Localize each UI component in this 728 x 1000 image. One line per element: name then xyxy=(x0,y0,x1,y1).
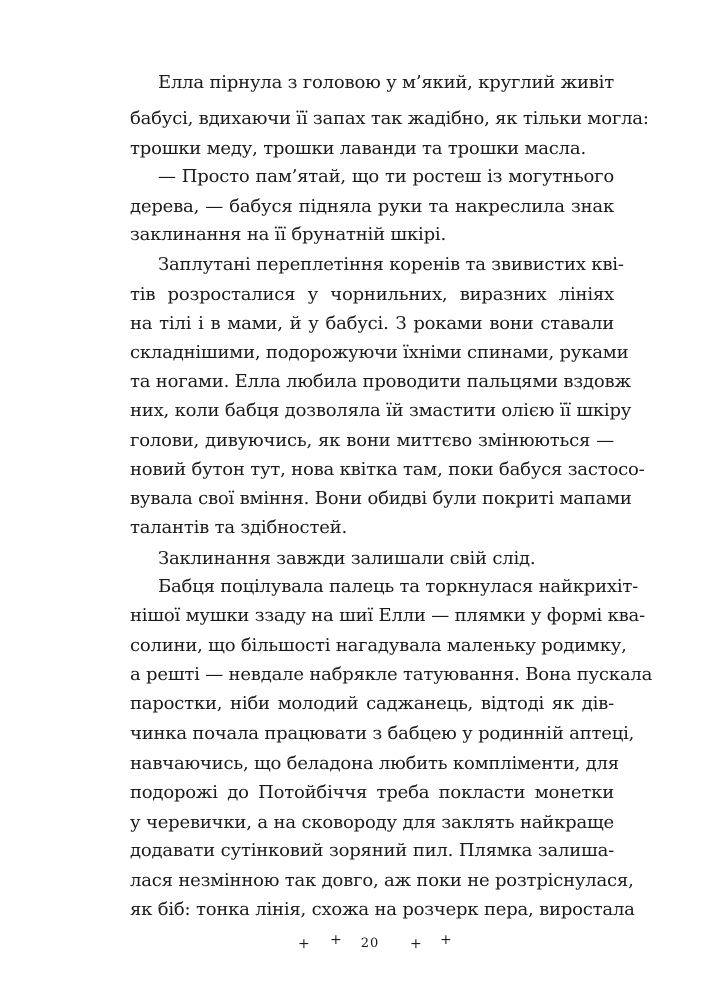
star-ornament-icon: + xyxy=(410,936,422,952)
text-line: навчаючись, що беладона любить компліменти, для xyxy=(130,753,619,774)
text-line: вувала свої вміння. Вони обидві були покриті мапами xyxy=(130,488,632,509)
text-line: них, коли бабця дозволяла їй змастити олією її шкіру xyxy=(130,400,632,421)
star-ornament-icon: + xyxy=(298,936,310,952)
star-ornament-icon: + xyxy=(330,932,342,948)
star-ornament-icon: + xyxy=(440,932,452,948)
text-line: — Просто пам’ятай, що ти ростеш із могутнього xyxy=(158,166,614,187)
text-line: трошки меду, трошки лаванди та трошки масла. xyxy=(130,138,586,159)
text-line: Заклинання завжди залишали свій слід. xyxy=(158,548,536,569)
text-line: а решті — невдале набрякле татуювання. Вона пускала xyxy=(130,664,653,685)
text-line: додавати сутінковий зоряний пил. Плямка залиша- xyxy=(130,840,614,861)
text-line: тів розросталися у чорнильних, виразних лініях xyxy=(130,284,614,305)
text-line: на тілі і в мами, й у бабусі. З роками вони ставали xyxy=(130,313,614,334)
text-line: талантів та здібностей. xyxy=(130,517,347,538)
text-line: солини, що більшості нагадувала маленьку родимку, xyxy=(130,635,627,656)
text-line: дерева, — бабуся підняла руки та накреслила знак xyxy=(130,196,614,217)
text-line: заклинання на її брунатній шкірі. xyxy=(130,224,446,245)
text-line: Заплутані переплетіння коренів та звивистих кві- xyxy=(158,254,624,275)
text-line: у черевички, а на сковороду для заклять найкраще xyxy=(130,812,614,833)
text-line: чинка почала працювати з бабцею у родинній аптеці, xyxy=(130,723,635,744)
text-line: нішої мушки ззаду на шиї Елли — плямки у формі ква- xyxy=(130,605,645,626)
text-line: бабусі, вдихаючи її запах так жадібно, як тільки могла: xyxy=(130,108,649,129)
text-line: подорожі до Потойбіччя треба покласти монетки xyxy=(130,782,614,803)
text-line: складнішими, подорожуючи їхніми спинами, руками xyxy=(130,342,629,363)
page-footer xyxy=(0,934,728,954)
text-line: лася незмінною так довго, аж поки не розтріснулася, xyxy=(130,870,634,891)
text-line: Елла пірнула з головою у м’який, круглий живіт xyxy=(158,72,614,93)
text-line: голови, дивуючись, як вони миттєво змінюються — xyxy=(130,430,614,451)
text-line: новий бутон тут, нова квітка там, поки бабуся застосо- xyxy=(130,459,645,480)
page-number: 20 xyxy=(360,936,380,951)
text-line: як біб: тонка лінія, схожа на розчерк пера, виростала xyxy=(130,899,635,920)
text-line: паростки, ніби молодий саджанець, відтоді як дів- xyxy=(130,693,614,714)
text-line: та ногами. Елла любила проводити пальцями вздовж xyxy=(130,371,631,392)
text-line: Бабця поцілувала палець та торкнулася найкрихіт- xyxy=(158,576,639,597)
